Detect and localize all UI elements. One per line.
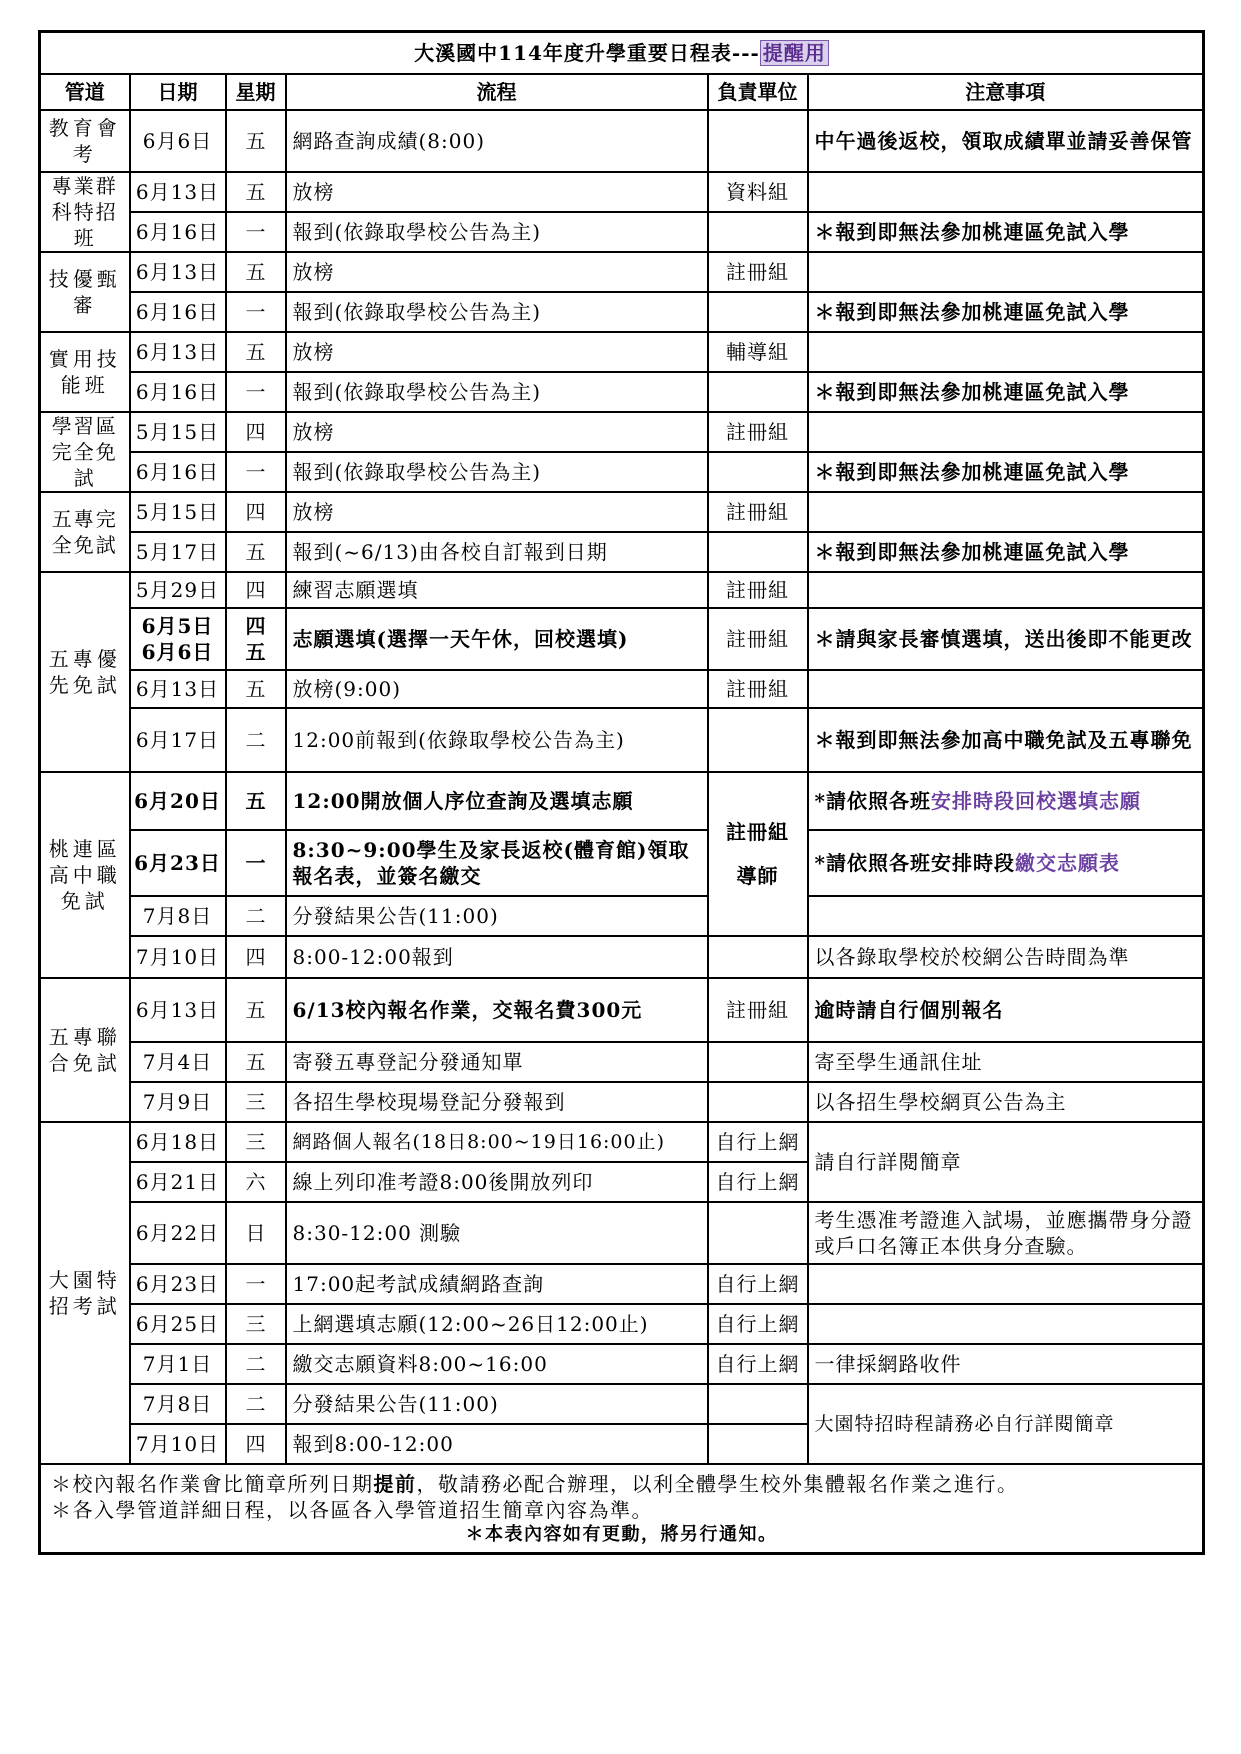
weekday-cell: 五 <box>226 172 286 212</box>
unit-cell: 註冊組 <box>708 412 808 452</box>
header-weekday: 星期 <box>226 74 286 110</box>
process-cell: 放榜(9:00) <box>286 670 708 708</box>
note-cell <box>808 332 1204 372</box>
weekday-cell: 四 <box>226 1424 286 1464</box>
channel-cell: 技優甄審 <box>40 252 130 332</box>
weekday-cell: 五 <box>226 978 286 1042</box>
table-row <box>40 1344 1204 1384</box>
page-title <box>40 32 1204 75</box>
header-date: 日期 <box>130 74 226 110</box>
process-cell: 放榜 <box>286 492 708 532</box>
weekday-cell: 五 <box>226 110 286 172</box>
table-row <box>40 1384 1204 1424</box>
weekday-line: 四 <box>245 614 266 638</box>
date-cell: 7月1日 <box>130 1344 226 1384</box>
table-row <box>40 1202 1204 1264</box>
date-cell: 6月6日 <box>130 110 226 172</box>
note-highlight: 繳交志願表 <box>1014 851 1120 875</box>
table-row <box>40 212 1204 252</box>
title-highlight: 提醒用 <box>760 40 829 66</box>
footer-note-1 <box>51 1471 1192 1497</box>
table-row <box>40 708 1204 772</box>
process-cell: 放榜 <box>286 252 708 292</box>
date-cell: 7月8日 <box>130 896 226 936</box>
note-cell: 以各招生學校網頁公告為主 <box>808 1082 1204 1122</box>
note-cell <box>808 670 1204 708</box>
unit-cell <box>708 1424 808 1464</box>
date-cell: 6月13日 <box>130 978 226 1042</box>
unit-cell: 註冊組 <box>708 978 808 1042</box>
table-row <box>40 1264 1204 1304</box>
process-cell: 6/13校內報名作業，交報名費300元 <box>286 978 708 1042</box>
table-row <box>40 412 1204 452</box>
table-row <box>40 532 1204 572</box>
process-cell: 12:00前報到(依錄取學校公告為主) <box>286 708 708 772</box>
weekday-cell: 五 <box>226 332 286 372</box>
weekday-cell: 一 <box>226 830 286 896</box>
date-line: 6月6日 <box>141 640 214 664</box>
note-cell: 考生憑准考證進入試場，並應攜帶身分證或戶口名簿正本供身分查驗。 <box>808 1202 1204 1264</box>
note-cell <box>808 772 1204 830</box>
unit-cell: 自行上網 <box>708 1264 808 1304</box>
note-cell <box>808 252 1204 292</box>
unit-cell: 註冊組 <box>708 492 808 532</box>
note-highlight: 安排時段回校選填志願 <box>930 789 1141 813</box>
date-cell: 6月13日 <box>130 332 226 372</box>
table-row <box>40 332 1204 372</box>
process-cell: 網路個人報名(18日8:00~19日16:00止) <box>286 1122 708 1162</box>
date-cell: 6月20日 <box>130 772 226 830</box>
weekday-cell: 二 <box>226 708 286 772</box>
note-cell <box>808 830 1204 896</box>
date-cell: 6月25日 <box>130 1304 226 1344</box>
weekday-cell: 五 <box>226 1042 286 1082</box>
process-cell: 12:00開放個人序位查詢及選填志願 <box>286 772 708 830</box>
footer-note-2: ＊各入學管道詳細日程，以各區各入學管道招生簡章內容為準。 <box>51 1498 653 1522</box>
weekday-cell: 一 <box>226 1264 286 1304</box>
weekday-cell: 日 <box>226 1202 286 1264</box>
process-cell: 分發結果公告(11:00) <box>286 896 708 936</box>
process-cell: 志願選填(選擇一天午休，回校選填) <box>286 608 708 670</box>
process-cell: 放榜 <box>286 172 708 212</box>
process-cell: 網路查詢成績(8:00) <box>286 110 708 172</box>
title-main: 大溪國中114年度升學重要日程表--- <box>414 41 760 65</box>
unit-cell: 自行上網 <box>708 1304 808 1344</box>
weekday-cell: 三 <box>226 1122 286 1162</box>
title-row <box>40 32 1204 75</box>
date-cell: 5月15日 <box>130 492 226 532</box>
note-cell <box>808 1304 1204 1344</box>
process-cell: 報到(依錄取學校公告為主) <box>286 292 708 332</box>
process-cell: 報到8:00-12:00 <box>286 1424 708 1464</box>
unit-cell: 資料組 <box>708 172 808 212</box>
header-unit: 負責單位 <box>708 74 808 110</box>
weekday-cell: 四 <box>226 936 286 978</box>
process-cell: 寄發五專登記分發通知單 <box>286 1042 708 1082</box>
weekday-cell: 五 <box>226 670 286 708</box>
footer-note-3: ＊本表內容如有更動，將另行通知。 <box>465 1524 778 1545</box>
unit-cell: 註冊組 <box>708 252 808 292</box>
note-cell <box>808 1264 1204 1304</box>
date-cell: 6月18日 <box>130 1122 226 1162</box>
channel-cell: 大園特招考試 <box>40 1122 130 1464</box>
note-cell: ＊報到即無法參加桃連區免試入學 <box>808 452 1204 492</box>
channel-cell: 專業群科特招班 <box>40 172 130 252</box>
note-cell: 請自行詳閱簡章 <box>808 1122 1204 1202</box>
note-cell <box>808 896 1204 936</box>
date-cell: 5月29日 <box>130 572 226 608</box>
table-row <box>40 608 1204 670</box>
weekday-cell: 一 <box>226 372 286 412</box>
note-text: *請依照各班 <box>814 789 931 813</box>
date-cell: 6月21日 <box>130 1162 226 1202</box>
unit-cell <box>708 772 808 936</box>
weekday-cell: 六 <box>226 1162 286 1202</box>
date-line: 6月5日 <box>141 614 214 638</box>
date-cell: 6月13日 <box>130 670 226 708</box>
header-channel: 管道 <box>40 74 130 110</box>
process-cell: 報到(~6/13)由各校自訂報到日期 <box>286 532 708 572</box>
process-cell: 8:00-12:00報到 <box>286 936 708 978</box>
weekday-cell: 一 <box>226 292 286 332</box>
process-cell: 8:30-12:00 測驗 <box>286 1202 708 1264</box>
date-cell: 7月8日 <box>130 1384 226 1424</box>
unit-cell <box>708 532 808 572</box>
weekday-cell: 五 <box>226 252 286 292</box>
footer-note-text: ＊校內報名作業會比簡章所列日期 <box>51 1472 374 1496</box>
channel-cell: 學習區完全免試 <box>40 412 130 492</box>
unit-cell <box>708 1082 808 1122</box>
channel-cell: 五專聯合免試 <box>40 978 130 1122</box>
date-cell: 6月23日 <box>130 1264 226 1304</box>
table-row <box>40 1122 1204 1162</box>
note-cell: ＊報到即無法參加高中職免試及五專聯免 <box>808 708 1204 772</box>
weekday-cell: 四 <box>226 412 286 452</box>
date-cell: 6月16日 <box>130 452 226 492</box>
channel-cell: 桃連區高中職免試 <box>40 772 130 978</box>
table-row <box>40 830 1204 896</box>
table-row <box>40 978 1204 1042</box>
process-cell: 各招生學校現場登記分發報到 <box>286 1082 708 1122</box>
date-cell: 6月17日 <box>130 708 226 772</box>
unit-line: 註冊組 <box>726 820 789 844</box>
table-row <box>40 1304 1204 1344</box>
date-cell: 6月13日 <box>130 172 226 212</box>
note-cell: ＊報到即無法參加桃連區免試入學 <box>808 292 1204 332</box>
note-cell: 中午過後返校，領取成績單並請妥善保管 <box>808 110 1204 172</box>
unit-cell: 註冊組 <box>708 670 808 708</box>
process-cell: 繳交志願資料8:00~16:00 <box>286 1344 708 1384</box>
unit-cell: 輔導組 <box>708 332 808 372</box>
process-cell: 17:00起考試成績網路查詢 <box>286 1264 708 1304</box>
channel-cell: 五專完全免試 <box>40 492 130 572</box>
date-cell <box>130 608 226 670</box>
date-cell: 7月4日 <box>130 1042 226 1082</box>
footer-note-text: ，敬請務必配合辦理，以利全體學生校外集體報名作業之進行。 <box>416 1472 1019 1496</box>
note-cell: ＊報到即無法參加桃連區免試入學 <box>808 532 1204 572</box>
schedule-table <box>38 30 1205 1555</box>
weekday-cell: 二 <box>226 896 286 936</box>
unit-cell <box>708 1384 808 1424</box>
table-row <box>40 936 1204 978</box>
table-row <box>40 1082 1204 1122</box>
note-cell: 一律採網路收件 <box>808 1344 1204 1384</box>
weekday-cell: 一 <box>226 212 286 252</box>
date-cell: 7月10日 <box>130 936 226 978</box>
process-cell: 報到(依錄取學校公告為主) <box>286 452 708 492</box>
date-cell: 7月9日 <box>130 1082 226 1122</box>
weekday-cell: 四 <box>226 572 286 608</box>
table-row <box>40 292 1204 332</box>
note-cell <box>808 492 1204 532</box>
unit-cell <box>708 292 808 332</box>
unit-cell: 註冊組 <box>708 572 808 608</box>
weekday-cell: 二 <box>226 1344 286 1384</box>
unit-cell <box>708 372 808 412</box>
date-cell: 6月16日 <box>130 212 226 252</box>
unit-cell <box>708 708 808 772</box>
table-row <box>40 372 1204 412</box>
note-cell: 以各錄取學校於校網公告時間為準 <box>808 936 1204 978</box>
process-cell: 報到(依錄取學校公告為主) <box>286 212 708 252</box>
date-cell: 6月23日 <box>130 830 226 896</box>
process-cell: 報到(依錄取學校公告為主) <box>286 372 708 412</box>
channel-cell: 實用技能班 <box>40 332 130 412</box>
process-cell: 分發結果公告(11:00) <box>286 1384 708 1424</box>
unit-cell: 註冊組 <box>708 608 808 670</box>
weekday-cell: 二 <box>226 1384 286 1424</box>
process-cell: 上網選填志願(12:00~26日12:00止) <box>286 1304 708 1344</box>
note-cell: 大園特招時程請務必自行詳閱簡章 <box>808 1384 1204 1464</box>
unit-cell <box>708 212 808 252</box>
note-cell <box>808 572 1204 608</box>
process-cell: 放榜 <box>286 412 708 452</box>
table-row <box>40 172 1204 212</box>
header-process: 流程 <box>286 74 708 110</box>
date-cell: 6月16日 <box>130 292 226 332</box>
note-cell: 逾時請自行個別報名 <box>808 978 1204 1042</box>
note-cell: ＊請與家長審慎選填，送出後即不能更改 <box>808 608 1204 670</box>
unit-cell <box>708 110 808 172</box>
footer-row <box>40 1464 1204 1554</box>
header-notes: 注意事項 <box>808 74 1204 110</box>
weekday-cell <box>226 608 286 670</box>
unit-cell: 自行上網 <box>708 1344 808 1384</box>
note-cell <box>808 172 1204 212</box>
weekday-cell: 三 <box>226 1304 286 1344</box>
unit-cell <box>708 1202 808 1264</box>
unit-cell <box>708 936 808 978</box>
date-cell: 5月17日 <box>130 532 226 572</box>
date-cell: 5月15日 <box>130 412 226 452</box>
weekday-cell: 四 <box>226 492 286 532</box>
footer-notes <box>40 1464 1204 1554</box>
process-cell: 練習志願選填 <box>286 572 708 608</box>
note-cell: ＊報到即無法參加桃連區免試入學 <box>808 372 1204 412</box>
weekday-cell: 五 <box>226 772 286 830</box>
unit-cell: 自行上網 <box>708 1162 808 1202</box>
weekday-line: 五 <box>245 640 266 664</box>
note-cell: 寄至學生通訊住址 <box>808 1042 1204 1082</box>
schedule-page <box>38 30 1202 1555</box>
note-cell: ＊報到即無法參加桃連區免試入學 <box>808 212 1204 252</box>
weekday-cell: 三 <box>226 1082 286 1122</box>
footer-note-emphasis: 提前 <box>373 1472 417 1496</box>
unit-cell <box>708 452 808 492</box>
unit-cell: 自行上網 <box>708 1122 808 1162</box>
process-cell: 8:30~9:00學生及家長返校(體育館)領取報名表，並簽名繳交 <box>286 830 708 896</box>
date-cell: 6月22日 <box>130 1202 226 1264</box>
channel-cell: 教育會考 <box>40 110 130 172</box>
date-cell: 6月16日 <box>130 372 226 412</box>
date-cell: 7月10日 <box>130 1424 226 1464</box>
unit-line: 導師 <box>736 864 779 888</box>
note-text: *請依照各班安排時段 <box>814 851 1015 875</box>
table-row <box>40 492 1204 532</box>
note-cell <box>808 412 1204 452</box>
table-row <box>40 572 1204 608</box>
weekday-cell: 一 <box>226 452 286 492</box>
table-row <box>40 252 1204 292</box>
table-row <box>40 772 1204 830</box>
table-row <box>40 670 1204 708</box>
table-row <box>40 1042 1204 1082</box>
channel-cell: 五專優先免試 <box>40 572 130 772</box>
weekday-cell: 五 <box>226 532 286 572</box>
process-cell: 線上列印准考證8:00後開放列印 <box>286 1162 708 1202</box>
unit-cell <box>708 1042 808 1082</box>
date-cell: 6月13日 <box>130 252 226 292</box>
process-cell: 放榜 <box>286 332 708 372</box>
table-row <box>40 452 1204 492</box>
table-row <box>40 110 1204 172</box>
table-row <box>40 896 1204 936</box>
header-row <box>40 74 1204 110</box>
